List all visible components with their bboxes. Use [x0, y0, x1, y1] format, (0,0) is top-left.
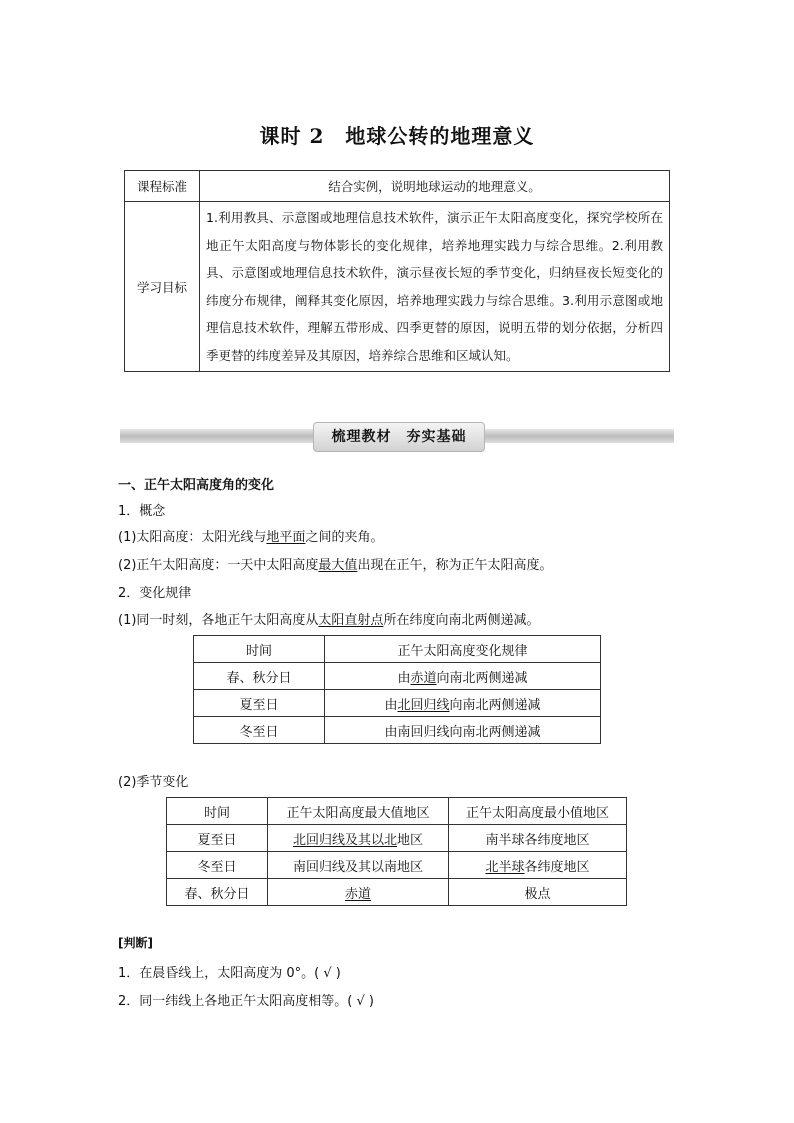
banner-tab	[313, 422, 485, 452]
table-header-row	[167, 798, 627, 825]
banner-label: 梳理教材 夯实基础	[331, 429, 467, 445]
table-header: 正午太阳高度最大值地区	[268, 798, 449, 825]
learning-goals-content: 1.利用教具、示意图或地理信息技术软件，演示正午太阳高度变化，探究学校所在地正午太阳高度与物体影长的变化规律，培养地理实践力与综合思维。2.利用教具、示意图或地理信息技术软件，演示昼夜长短的季节变化，归纳昼夜长短变化的纬度分布规律，阐释其变化原因，培养地理实践力与综合思维。3.利用示意图或地理信息技术软件，理解五带形成、四季更替的原因，说明五带的划分依据，分析四季更替的纬度差异及其原因，培养综合思维和区域认知。	[200, 202, 670, 372]
table-header: 正午太阳高度最小值地区	[449, 798, 627, 825]
table-header-row	[194, 636, 601, 663]
course-standard-label: 课程标准	[125, 171, 200, 202]
table-header: 时间	[167, 798, 268, 825]
rule-table	[193, 635, 601, 744]
table-row: 冬至日 南回归线及其以南地区 北半球各纬度地区	[167, 852, 627, 879]
section-banner	[120, 418, 674, 454]
table-header: 时间	[194, 636, 325, 663]
answer-underline: 太阳直射点	[318, 613, 384, 628]
judge-item-1: 1．在晨昏线上，太阳高度为 0°。( √ )	[118, 966, 341, 981]
section-heading: 一、正午太阳高度角的变化	[118, 478, 275, 493]
learning-goals-label: 学习目标	[125, 202, 200, 372]
concept-item-2: (2)正午太阳高度：一天中太阳高度最大值出现在正午，称为正午太阳高度。	[118, 558, 553, 573]
table-row: 夏至日 由北回归线向南北两侧递减	[194, 690, 601, 717]
table-row: 夏至日 北回归线及其以北地区 南半球各纬度地区	[167, 825, 627, 852]
rule-item-1: (1)同一时刻，各地正午太阳高度从太阳直射点所在纬度向南北两侧递减。	[118, 613, 540, 628]
answer-underline: 地平面	[266, 530, 306, 545]
table-row: 春、秋分日 由赤道向南北两侧递减	[194, 663, 601, 690]
seasonal-heading: (2)季节变化	[118, 775, 189, 790]
table-header: 正午太阳高度变化规律	[325, 636, 601, 663]
course-standard-content: 结合实例，说明地球运动的地理意义。	[200, 171, 670, 202]
concept-heading: 1．概念	[118, 504, 166, 519]
rule-heading: 2．变化规律	[118, 586, 192, 601]
table-row: 春、秋分日 赤道 极点	[167, 879, 627, 906]
answer-underline: 最大值	[318, 558, 358, 573]
judge-heading: [判断]	[118, 936, 153, 950]
table-row: 冬至日 由南回归线向南北两侧递减	[194, 717, 601, 744]
page-title: 课时 2 地球公转的地理意义	[259, 124, 535, 148]
concept-item-1: (1)太阳高度：太阳光线与地平面之间的夹角。	[118, 530, 384, 545]
judge-item-2: 2．同一纬线上各地正午太阳高度相等。( √ )	[118, 994, 374, 1009]
seasonal-table	[166, 797, 627, 906]
standards-table	[124, 170, 670, 372]
